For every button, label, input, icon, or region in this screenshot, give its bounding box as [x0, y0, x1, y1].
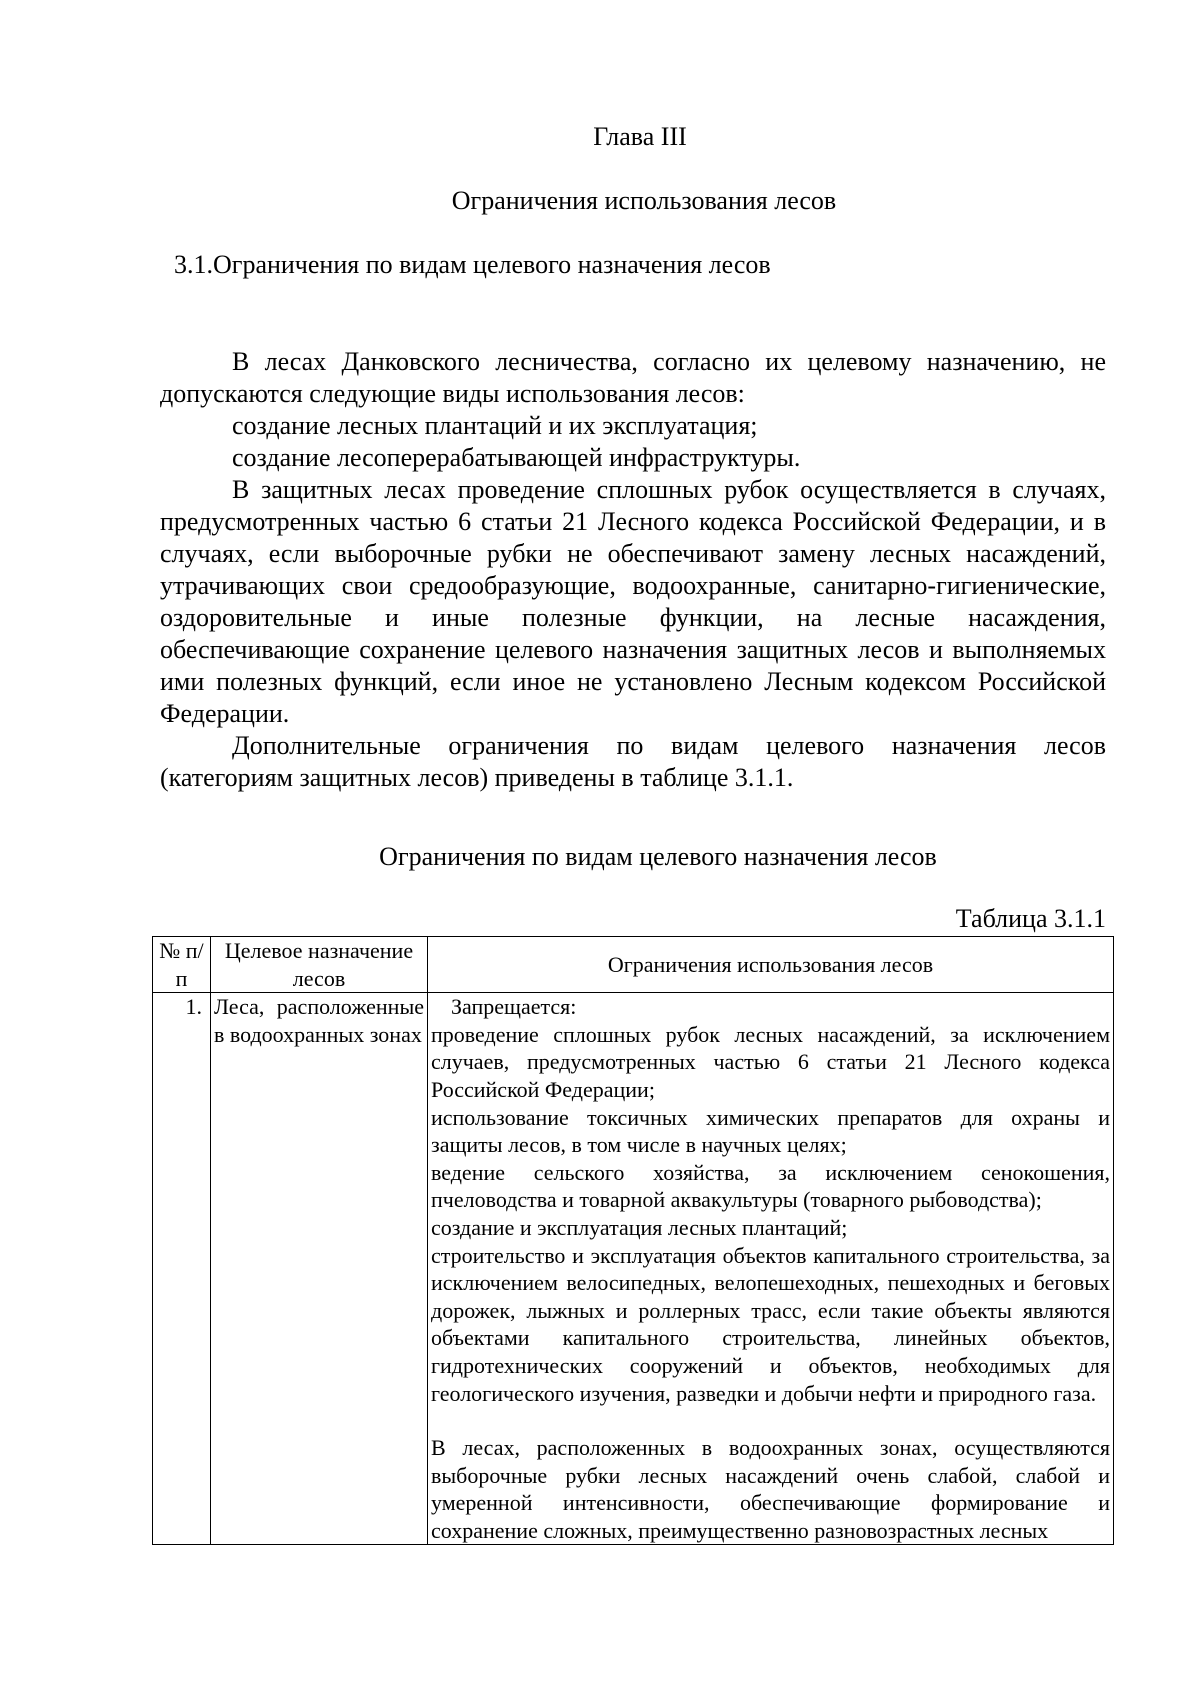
- limit-item: проведение сплошных рубок лесных насаждений, за исключением случаев, предусмотренных частью 6 статьи 21 Лесного кодекса Российской Федерации;: [431, 1021, 1110, 1102]
- limit-item: создание и эксплуатация лесных плантаций;: [431, 1214, 848, 1240]
- row-limits: [428, 993, 1114, 1545]
- section-title: Ограничения использования лесов: [451, 186, 837, 215]
- limit-item: ведение сельского хозяйства, за исключением сенокошения, пчеловодства и товарной аквакультуры (товарного рыбоводства);: [431, 1159, 1110, 1213]
- limits-note: В лесах, расположенных в водоохранных зонах, осуществляются выборочные рубки лесных насаждений очень слабой, слабой и умеренной интенсивности, обеспечивающие формирование и сохранение сложных, преимущественно разновозрастных лесных: [431, 1435, 1110, 1543]
- header-purpose: Целевое назначение лесов: [211, 937, 428, 993]
- subsection-title: 3.1.Ограничения по видам целевого назначения лесов: [174, 250, 771, 279]
- row-num: 1.: [153, 993, 211, 1545]
- paragraph-intro: В лесах Данковского лесничества, согласно их целевому назначению, не допускаются следующие виды использования лесов:: [160, 347, 1106, 408]
- limits-table: [152, 936, 1114, 1545]
- limit-item: использование токсичных химических препаратов для охраны и защиты лесов, в том числе в научных целях;: [431, 1104, 1110, 1158]
- limit-item: строительство и эксплуатация объектов капитального строительства, за исключением велосипедных, велопешеходных, пешеходных и беговых дорожек, лыжных и роллерных трасс, если такие объекты являются объектами капитального строительства, линейных объектов, гидротехнических сооружений и объектов, необходимых для геологического изучения, разведки и добычи нефти и природного газа.: [431, 1242, 1110, 1406]
- table-title: Ограничения по видам целевого назначения лесов: [379, 842, 937, 871]
- paragraph-clear-cutting: В защитных лесах проведение сплошных рубок осуществляется в случаях, предусмотренных частью 6 статьи 21 Лесного кодекса Российской Федерации, и в случаях, если выборочные рубки не обеспечивают замену лесных насаждений, утрачивающих свои средообразующие, водоохранные, санитарно-гигиенические, оздоровительные и иные полезные функции, на лесные насаждения, обеспечивающие сохранение целевого назначения защитных лесов и выполняемых ими полезных функций, если иное не установлено Лесным кодексом Российской Федерации.: [160, 475, 1106, 728]
- header-limits: Ограничения использования лесов: [428, 937, 1114, 993]
- row-purpose: Леса, расположенные в водоохранных зонах: [211, 993, 428, 1545]
- paragraph-additional-limits: Дополнительные ограничения по видам целевого назначения лесов (категориям защитных лесов) приведены в таблице 3.1.1.: [160, 731, 1106, 792]
- table-label: Таблица 3.1.1: [955, 904, 1106, 933]
- limits-lead: Запрещается:: [451, 994, 577, 1020]
- table-header-row: [153, 937, 1114, 993]
- chapter-heading: Глава III: [593, 122, 687, 151]
- body-text: [160, 346, 1106, 794]
- table-row: [153, 993, 1114, 1545]
- paragraph-item-plantations: создание лесных плантаций и их эксплуатация;: [232, 411, 758, 440]
- paragraph-item-infrastructure: создание лесоперерабатывающей инфраструктуры.: [232, 443, 801, 472]
- header-num: № п/п: [153, 937, 211, 993]
